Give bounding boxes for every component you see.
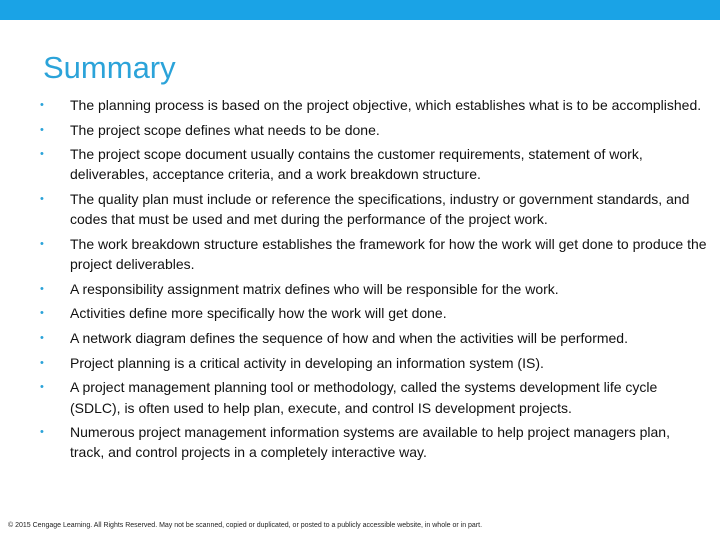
- bullet-dot-icon: •: [40, 237, 44, 250]
- bullet-list: [40, 95, 708, 467]
- slide-title: Summary: [43, 50, 176, 85]
- bullet-text: A responsibility assignment matrix defines who will be responsible for the work.: [70, 280, 559, 297]
- bullet-text: The quality plan must include or reference the specifications, industry or government standards, and codes that must be used and met during the performance of the project work.: [70, 191, 690, 228]
- copyright-footer: © 2015 Cengage Learning. All Rights Reserved. May not be scanned, copied or duplicated, or posted to a publicly accessible website, in whole or in part.: [8, 522, 483, 529]
- list-item: [40, 328, 708, 348]
- list-item: [40, 234, 708, 275]
- bullet-dot-icon: •: [40, 332, 44, 345]
- bullet-text: A project management planning tool or methodology, called the systems development life cycle (SDLC), is often used to help plan, execute, and control IS development projects.: [70, 379, 658, 416]
- list-item: [40, 377, 708, 418]
- bullet-dot-icon: •: [40, 381, 44, 394]
- bullet-dot-icon: •: [40, 99, 44, 111]
- list-item: [40, 422, 708, 463]
- list-item: [40, 279, 708, 299]
- list-item: [40, 353, 708, 373]
- bullet-text: The planning process is based on the project objective, which establishes what is to be accomplished.: [70, 97, 702, 113]
- bullet-dot-icon: •: [40, 426, 44, 439]
- bullet-text: Project planning is a critical activity in developing an information system (IS).: [70, 354, 544, 371]
- bullet-dot-icon: •: [40, 193, 44, 206]
- bullet-text: The project scope document usually contains the customer requirements, statement of work, deliverables, acceptance criteria, and a work breakdown structure.: [70, 146, 643, 183]
- bullet-dot-icon: •: [40, 123, 44, 136]
- list-item: [40, 120, 708, 140]
- list-item: [40, 95, 708, 115]
- bullet-text: The project scope defines what needs to be done.: [70, 121, 380, 138]
- list-item: [40, 189, 708, 230]
- list-item: [40, 144, 708, 185]
- bullet-dot-icon: •: [40, 148, 44, 161]
- bullet-text: A network diagram defines the sequence of how and when the activities will be performed.: [70, 330, 628, 347]
- bullet-text: Numerous project management information systems are available to help project managers plan, track, and control projects in a completely interactive way.: [70, 424, 670, 461]
- bullet-text: The work breakdown structure establishes the framework for how the work will get done to produce the project deliverables.: [70, 235, 707, 273]
- bullet-dot-icon: •: [40, 282, 44, 295]
- top-accent-bar: [0, 0, 720, 20]
- bullet-dot-icon: •: [40, 307, 44, 320]
- list-item: [40, 303, 708, 323]
- bullet-text: Activities define more specifically how the work will get done.: [70, 305, 447, 322]
- bullet-dot-icon: •: [40, 356, 44, 369]
